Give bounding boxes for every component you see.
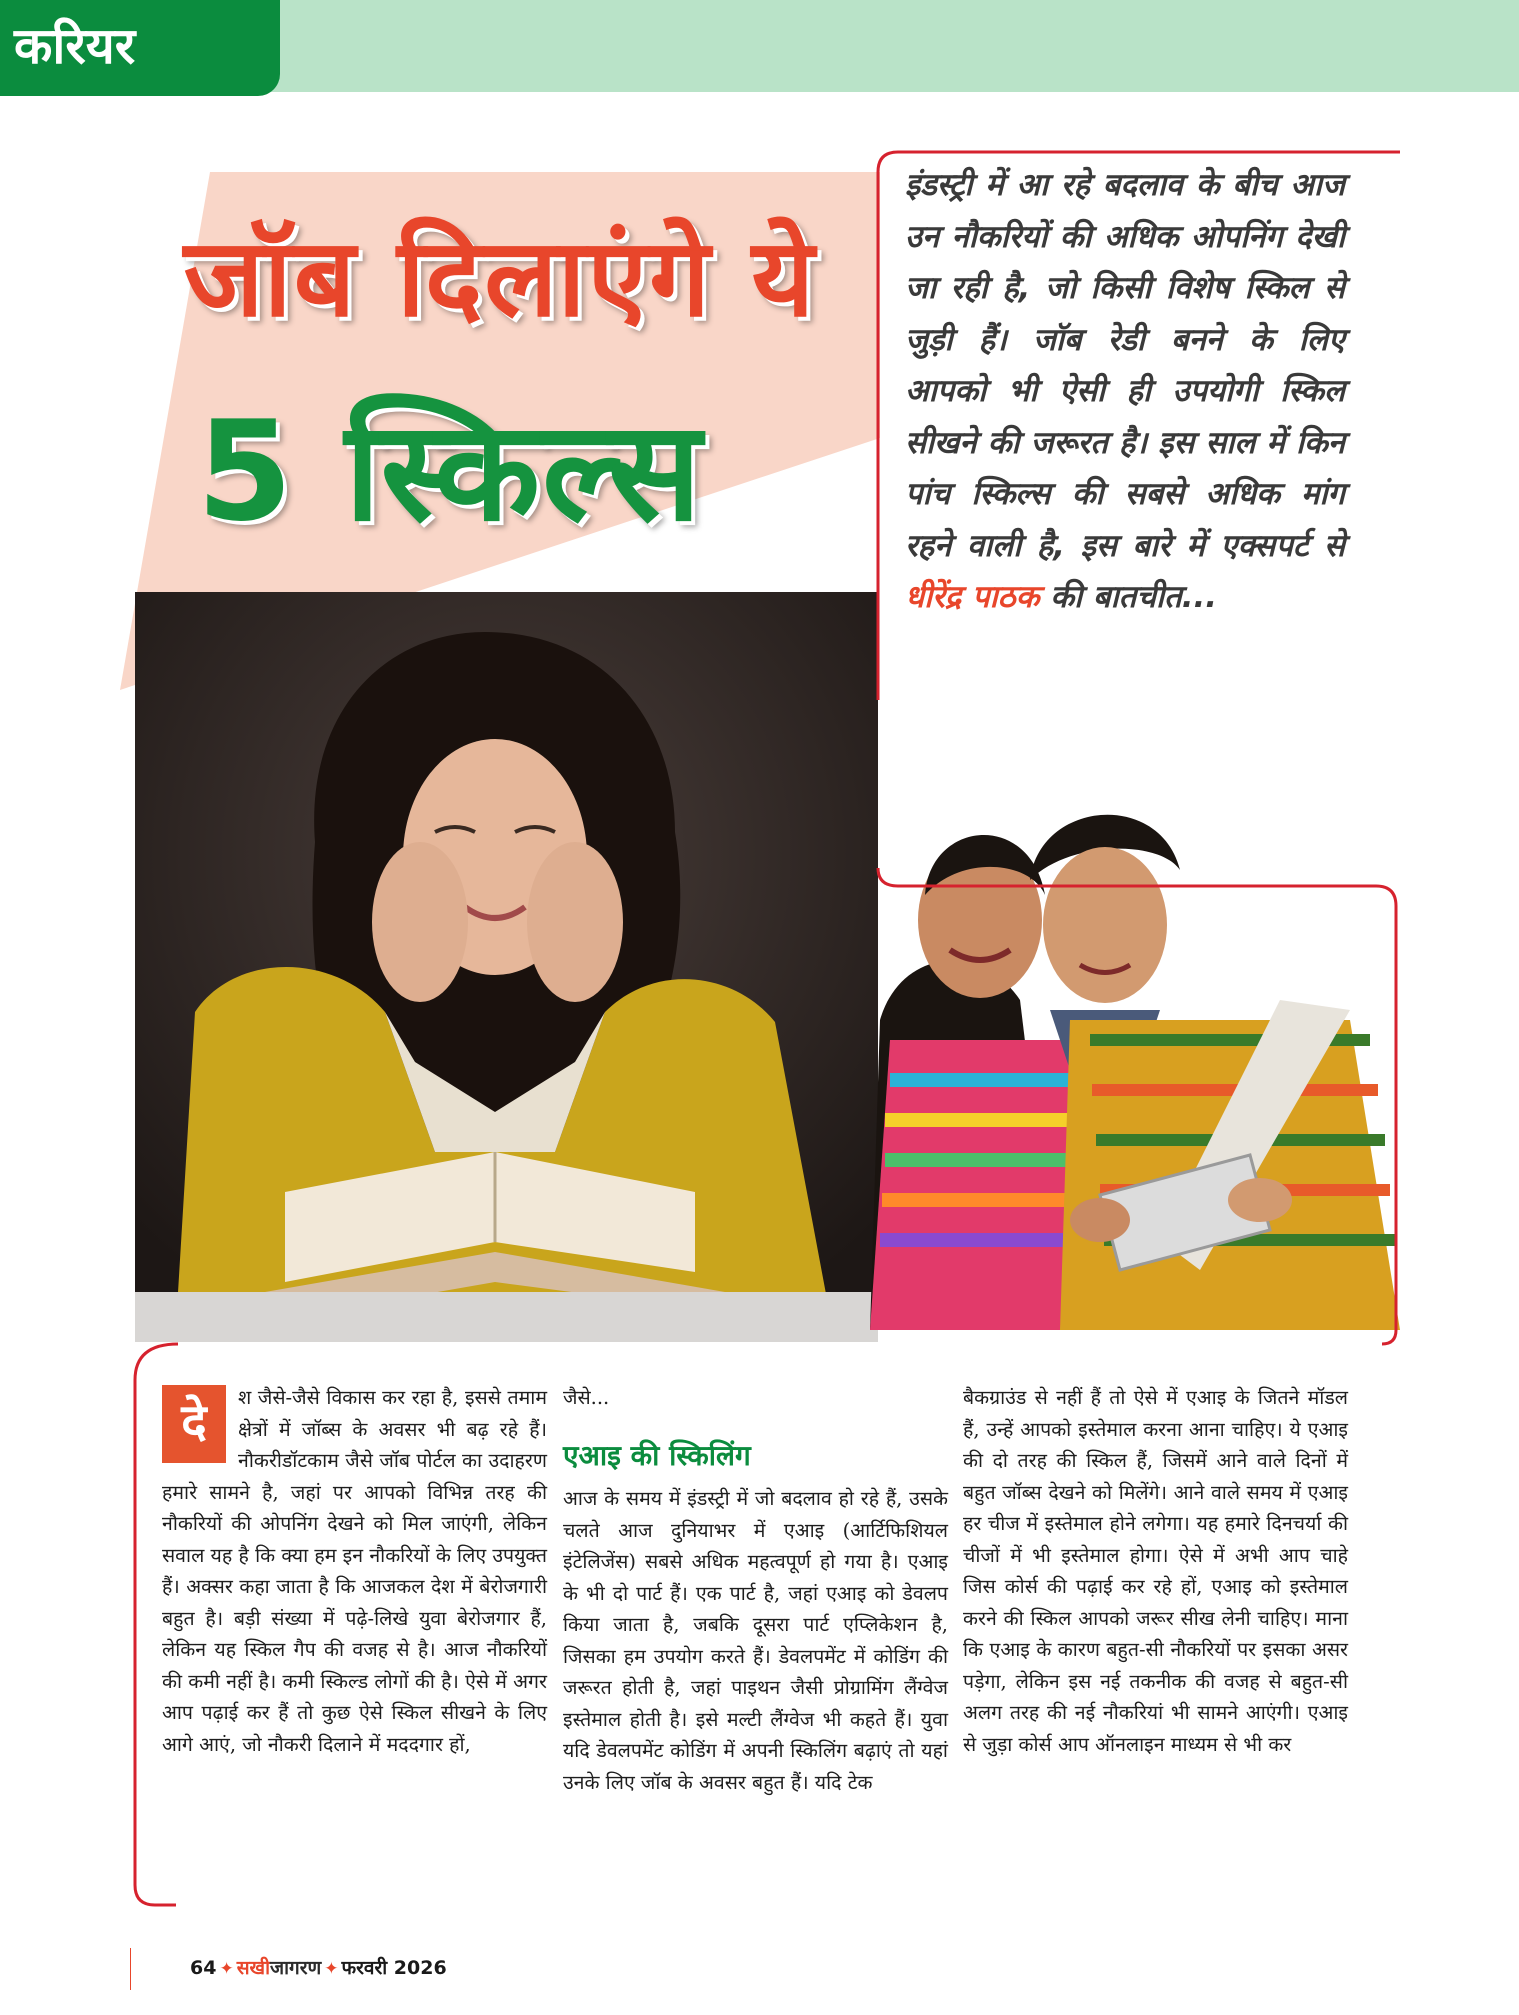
section-label: करियर [14, 17, 136, 75]
students-tablet-photo [830, 800, 1400, 1330]
article-paragraph-2: आज के समय में इंडस्ट्री में जो बदलाव हो रहे हैं, उसके चलते आज दुनियाभर में एआइ (आर्टिफिशियल इंटेलिजेंस) सबसे अधिक महत्वपूर्ण हो गया है। एआइ के भी दो पार्ट हैं। एक पार्ट है, जहां एआइ को डेवलप किया जाता है, जबकि दूसरा पार्ट एप्लिकेशन है, जिसका हम उपयोग करते हैं। डेवलपमेंट में कोडिंग की जरूरत होती है, जहां पाइथन जैसी प्रोग्रामिंग लैंग्वेज इस्तेमाल होती है। इसे मल्टी लैंग्वेज भी कहते हैं। युवा यदि डेवलपमेंट कोडिंग में अपनी स्किलिंग बढ़ाएं तो यहां उनके लिए जॉब के अवसर बहुत हैं। यदि टेक [563, 1487, 948, 1794]
section-subheading: एआइ की स्किलिंग [563, 1438, 751, 1472]
headline-line-2: 5 स्किल्स [196, 391, 704, 552]
article-column-2 [563, 1382, 948, 1798]
article-lead-in: जैसे... [563, 1386, 610, 1409]
reading-woman-illustration [135, 592, 878, 1342]
page-number: 64 [190, 1957, 217, 1979]
article-column-3 [963, 1382, 1348, 1760]
page-footer [190, 1954, 447, 1980]
headline-line-1: जॉब दिलाएंगे ये [183, 216, 817, 341]
reading-woman-photo [135, 592, 878, 1342]
intro-text [905, 160, 1345, 624]
article-paragraph-1: श जैसे-जैसे विकास कर रहा है, इससे तमाम क्षेत्रों में जॉब्स के अवसर भी बढ़ रहे हैं। नौकरीडॉटकाम जैसे जॉब पोर्टल का उदाहरण हमारे सामने है, जहां पर आपको विभिन्न तरह की नौकरियों की ओपनिंग देखने को मिल जाएंगी, लेकिन सवाल यह है कि क्या हम इन नौकरियों के लिए उपयुक्त हैं। अक्सर कहा जाता है कि आजकल देश में बेरोजगारी बहुत है। बड़ी संख्या में पढ़े-लिखे युवा बेरोजगार हैं, लेकिन यह स्किल गैप की वजह से है। आज नौकरियों की कमी नहीं है। कमी स्किल्ड लोगों की है। ऐसे में अगर आप पढ़ाई कर हैं तो कुछ ऐसे स्किल सीखने के लिए आगे आएं, जो नौकरी दिलाने में मददगार हों, [162, 1386, 547, 1756]
brand-name-part-2: जागरण [270, 1957, 322, 1979]
drop-cap: दे [162, 1385, 226, 1463]
author-name: धीरेंद्र पाठक [905, 579, 1040, 615]
students-illustration [830, 800, 1400, 1330]
brand-name-part-1: सखी [236, 1957, 271, 1979]
intro-text-before: इंडस्ट्री में आ रहे बदलाव के बीच आज उन नौकरियों की अधिक ओपनिंग देखी जा रही है, जो किसी विशेष स्किल से जुड़ी हैं। जॉब रेडी बनने के लिए आपको भी ऐसी ही उपयोगी स्किल सीखने की जरूरत है। इस साल में किन पांच स्किल्स की सबसे अधिक मांग रहने वाली है, इस बारे में एक्सपर्ट से [905, 167, 1345, 564]
footer-rule [130, 1948, 131, 1990]
star-icon: ✦ [219, 1959, 234, 1979]
article-paragraph-3: बैकग्राउंड से नहीं हैं तो ऐसे में एआइ के जितने मॉडल हैं, उन्हें आपको इस्तेमाल करना आना चाहिए। ये एआइ की दो तरह की स्किल हैं, जिसमें आने वाले दिनों में बहुत जॉब्स देखने को मिलेंगे। आने वाले समय में एआइ हर चीज में इस्तेमाल होने लगेगा। यह हमारे दिनचर्या की चीजों में भी इस्तेमाल होगा। ऐसे में अभी आप चाहे जिस कोर्स की पढ़ाई कर रहे हों, एआइ को इस्तेमाल करने की स्किल आपको जरूर सीख लेनी चाहिए। माना कि एआइ के कारण बहुत-सी नौकरियों पर इसका असर पड़ेगा, लेकिन इस नई तकनीक की वजह से बहुत-सी अलग तरह की नई नौकरियां भी सामने आएंगी। एआइ से जुड़ा कोर्स आप ऑनलाइन माध्यम से भी कर [963, 1386, 1348, 1756]
star-icon: ✦ [324, 1959, 339, 1979]
intro-text-after: की बातचीत... [1050, 579, 1218, 615]
article-column-1 [162, 1382, 547, 1760]
issue-date: फरवरी 2026 [341, 1957, 447, 1979]
